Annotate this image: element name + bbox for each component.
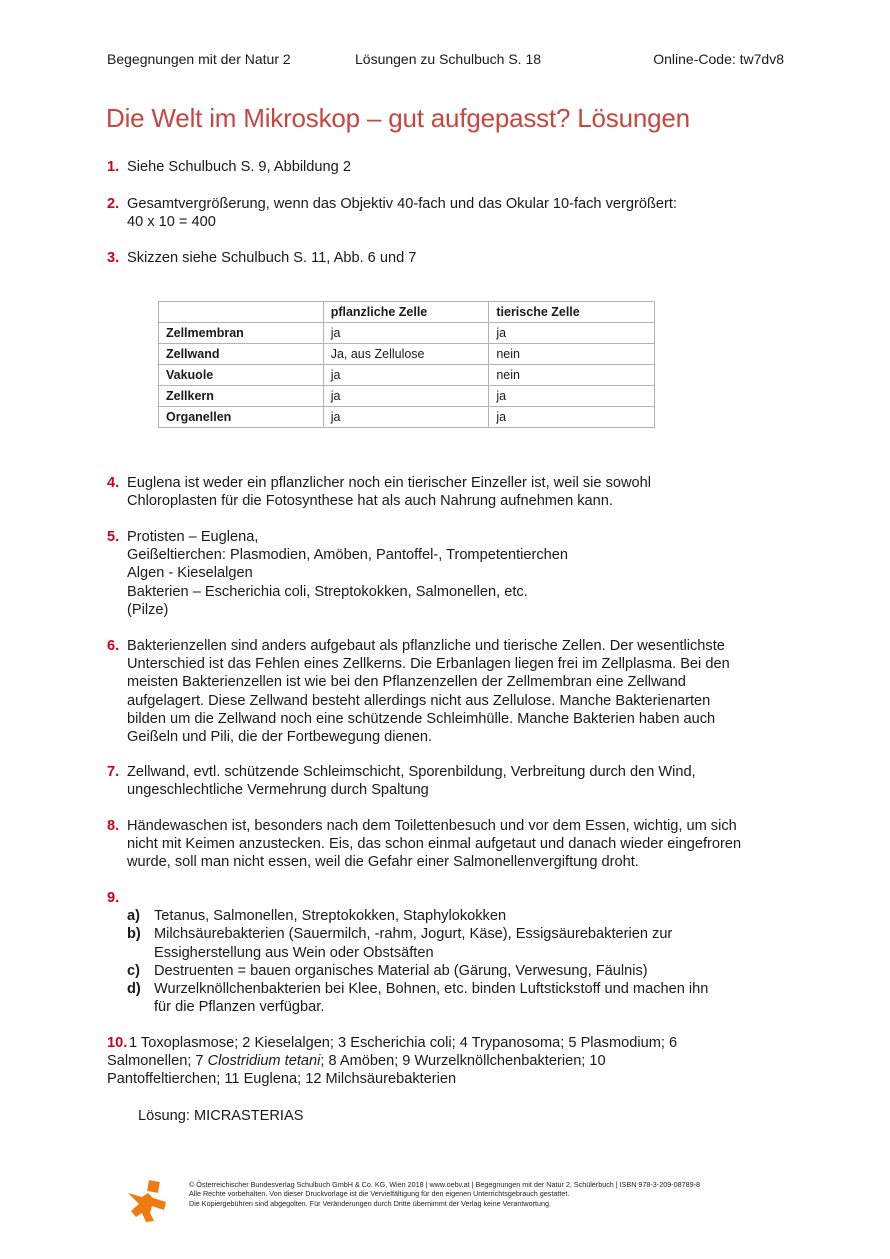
answer-number: 8.: [107, 818, 120, 834]
answer-2: [107, 195, 797, 231]
table-row: [159, 386, 655, 407]
table-row-label: Zellkern: [159, 386, 324, 407]
cell-comparison-table: [158, 301, 655, 428]
answer-text: wurde, soll man nicht essen, weil die Gefahr einer Salmonellenvergiftung droht.: [127, 854, 639, 871]
answer-text: Euglena ist weder ein pflanzlicher noch ein tierischer Einzeller ist, weil sie sowohl: [127, 475, 652, 491]
copyright-line: Alle Rechte vorbehalten. Von dieser Druckvorlage ist die Vervielfältigung für den eigenen Unterrichtsgebrauch gestattet.: [189, 1189, 570, 1199]
answer-1: [107, 158, 797, 176]
answer-text: Chloroplasten für die Fotosynthese hat als auch Nahrung aufnehmen kann.: [127, 493, 613, 510]
sub-answer-label: d): [127, 981, 141, 997]
answer-5: [107, 528, 797, 619]
sub-answer-label: b): [127, 926, 141, 943]
table-cell: Ja, aus Zellulose: [323, 344, 489, 365]
table-row: [159, 323, 655, 344]
answer-text: 40 x 10 = 400: [127, 214, 216, 231]
answer-text: aufgelagert. Diese Zellwand besteht allerdings nicht aus Zellulose. Manche Bakterienarten: [127, 692, 711, 709]
answer-number: 1.: [107, 159, 120, 175]
answer-text: 1 Toxoplasmose; 2 Kieselalgen; 3 Escherichia coli; 4 Trypanosoma; 5 Plasmodium; 6: [129, 1035, 678, 1051]
answer-number: 5.: [107, 529, 120, 545]
answer-text: bilden um die Zellwand noch eine schützende Schleimhülle. Manche Bakterien haben auch: [127, 710, 716, 727]
table-cell: nein: [489, 344, 655, 365]
header-online-code: Online-Code: tw7dv8: [653, 51, 784, 67]
answer-text: meisten Bakterienzellen ist wie bei den Pflanzenzellen der Zellmembran eine Zellwand: [127, 674, 686, 691]
answer-text: Händewaschen ist, besonders nach dem Toilettenbesuch und vor dem Essen, wichtig, um sich: [127, 818, 737, 834]
answer-text: Essigherstellung aus Wein oder Obstsäften: [154, 944, 434, 961]
answer-text-line2: [107, 1052, 797, 1070]
table-cell: ja: [489, 407, 655, 428]
table-row-label: Vakuole: [159, 365, 324, 386]
answer-number: 9.: [107, 890, 120, 906]
answer-text: Wurzelknöllchenbakterien bei Klee, Bohnen, etc. binden Luftstickstoff und machen ihn: [154, 981, 709, 997]
answer-8: [107, 817, 797, 872]
answer-6: [107, 637, 797, 746]
answer-number: 4.: [107, 475, 120, 491]
table-cell: ja: [323, 365, 489, 386]
answer-10: [107, 1034, 797, 1125]
answer-number: 10.: [107, 1035, 128, 1051]
sub-answer-c: [127, 962, 797, 980]
table-header-cell: tierische Zelle: [489, 302, 655, 323]
oebv-logo-icon: [126, 1180, 168, 1222]
answer-9: [107, 889, 797, 1016]
table-header-row: [159, 302, 655, 323]
table-row-label: Zellmembran: [159, 323, 324, 344]
answer-text: Pantoffeltierchen; 11 Euglena; 12 Milchsäurebakterien: [107, 1071, 457, 1088]
answer-text: Bakterienzellen sind anders aufgebaut als pflanzliche und tierische Zellen. Der wesentlichste: [127, 638, 725, 654]
table-row: [159, 344, 655, 365]
answer-number: 2.: [107, 196, 120, 212]
answer-text: Gesamtvergrößerung, wenn das Objektiv 40-fach und das Okular 10-fach vergrößert:: [127, 196, 677, 212]
sub-answer-b: [127, 925, 797, 961]
answer-text: nicht mit Keimen anzustecken. Eis, das schon einmal aufgetaut und danach wieder eingefroren: [127, 836, 742, 853]
answer-text: Destruenten = bauen organisches Material ab (Gärung, Verwesung, Fäulnis): [154, 962, 648, 979]
species-name-italic: Clostridium tetani: [207, 1053, 321, 1070]
page-title: Die Welt im Mikroskop – gut aufgepasst? Lösungen: [106, 103, 690, 133]
table-row-label: Organellen: [159, 407, 324, 428]
sub-answer-a: [127, 907, 797, 925]
answer-text: Siehe Schulbuch S. 9, Abbildung 2: [127, 159, 351, 175]
copyright-notice: [189, 1180, 749, 1208]
table-row: [159, 365, 655, 386]
solution-word: Lösung: MICRASTERIAS: [138, 1107, 304, 1124]
answer-text: ; 8 Amöben; 9 Wurzelknöllchenbakterien; 10: [320, 1053, 606, 1070]
header-section: Lösungen zu Schulbuch S. 18: [355, 51, 542, 67]
answer-text: Tetanus, Salmonellen, Streptokokken, Staphylokokken: [154, 908, 507, 925]
table-cell: ja: [323, 323, 489, 344]
answer-text: für die Pflanzen verfügbar.: [154, 999, 325, 1016]
table-row: [159, 407, 655, 428]
answer-text: Unterschied ist das Fehlen eines Zellkerns. Die Erbanlagen liegen frei im Zellplasma. Bei den: [127, 656, 730, 673]
answer-text: Milchsäurebakterien (Sauermilch, -rahm, Jogurt, Käse), Essigsäurebakterien zur: [154, 926, 673, 943]
header-book-title: Begegnungen mit der Natur 2: [107, 51, 291, 67]
answer-text: Zellwand, evtl. schützende Schleimschicht, Sporenbildung, Verbreitung durch den Wind,: [127, 764, 696, 780]
answer-3: [107, 249, 797, 267]
answer-text: Skizzen siehe Schulbuch S. 11, Abb. 6 und 7: [127, 250, 417, 266]
answer-number: 6.: [107, 638, 120, 654]
table-header-cell: [159, 302, 324, 323]
answer-text: (Pilze): [127, 601, 169, 618]
table-header-cell: pflanzliche Zelle: [323, 302, 489, 323]
answer-number: 3.: [107, 250, 120, 266]
sub-answer-d: [127, 980, 797, 1016]
copyright-line: Die Kopiergebühren sind abgegolten. Für Veränderungen durch Dritte übernimmt der Verlag keine Verantwortung.: [189, 1198, 551, 1208]
copyright-line: © Österreichischer Bundesverlag Schulbuch GmbH & Co. KG, Wien 2018 | www.oebv.at | Begegnungen mit der Natur 2, Schülerbuch | ISBN 978-3-209-08789-8: [189, 1180, 700, 1189]
answer-text: Protisten – Euglena,: [127, 529, 259, 545]
table-row-label: Zellwand: [159, 344, 324, 365]
answer-text: Algen - Kieselalgen: [127, 565, 253, 582]
answer-4: [107, 474, 797, 510]
answer-text: ungeschlechtliche Vermehrung durch Spaltung: [127, 782, 429, 799]
sub-answer-label: a): [127, 908, 140, 925]
table-cell: ja: [323, 386, 489, 407]
table-cell: ja: [489, 386, 655, 407]
table-cell: nein: [489, 365, 655, 386]
answer-text: Geißeltierchen: Plasmodien, Amöben, Pantoffel-, Trompetentierchen: [127, 547, 569, 564]
table-cell: ja: [489, 323, 655, 344]
answer-7: [107, 763, 797, 799]
answer-number: 7.: [107, 764, 120, 780]
answer-text: Geißeln und Pili, die der Fortbewegung dienen.: [127, 729, 433, 746]
answer-text: Salmonellen; 7: [107, 1053, 208, 1070]
table-cell: ja: [323, 407, 489, 428]
sub-answer-label: c): [127, 962, 140, 979]
answer-text: Bakterien – Escherichia coli, Streptokokken, Salmonellen, etc.: [127, 583, 528, 600]
